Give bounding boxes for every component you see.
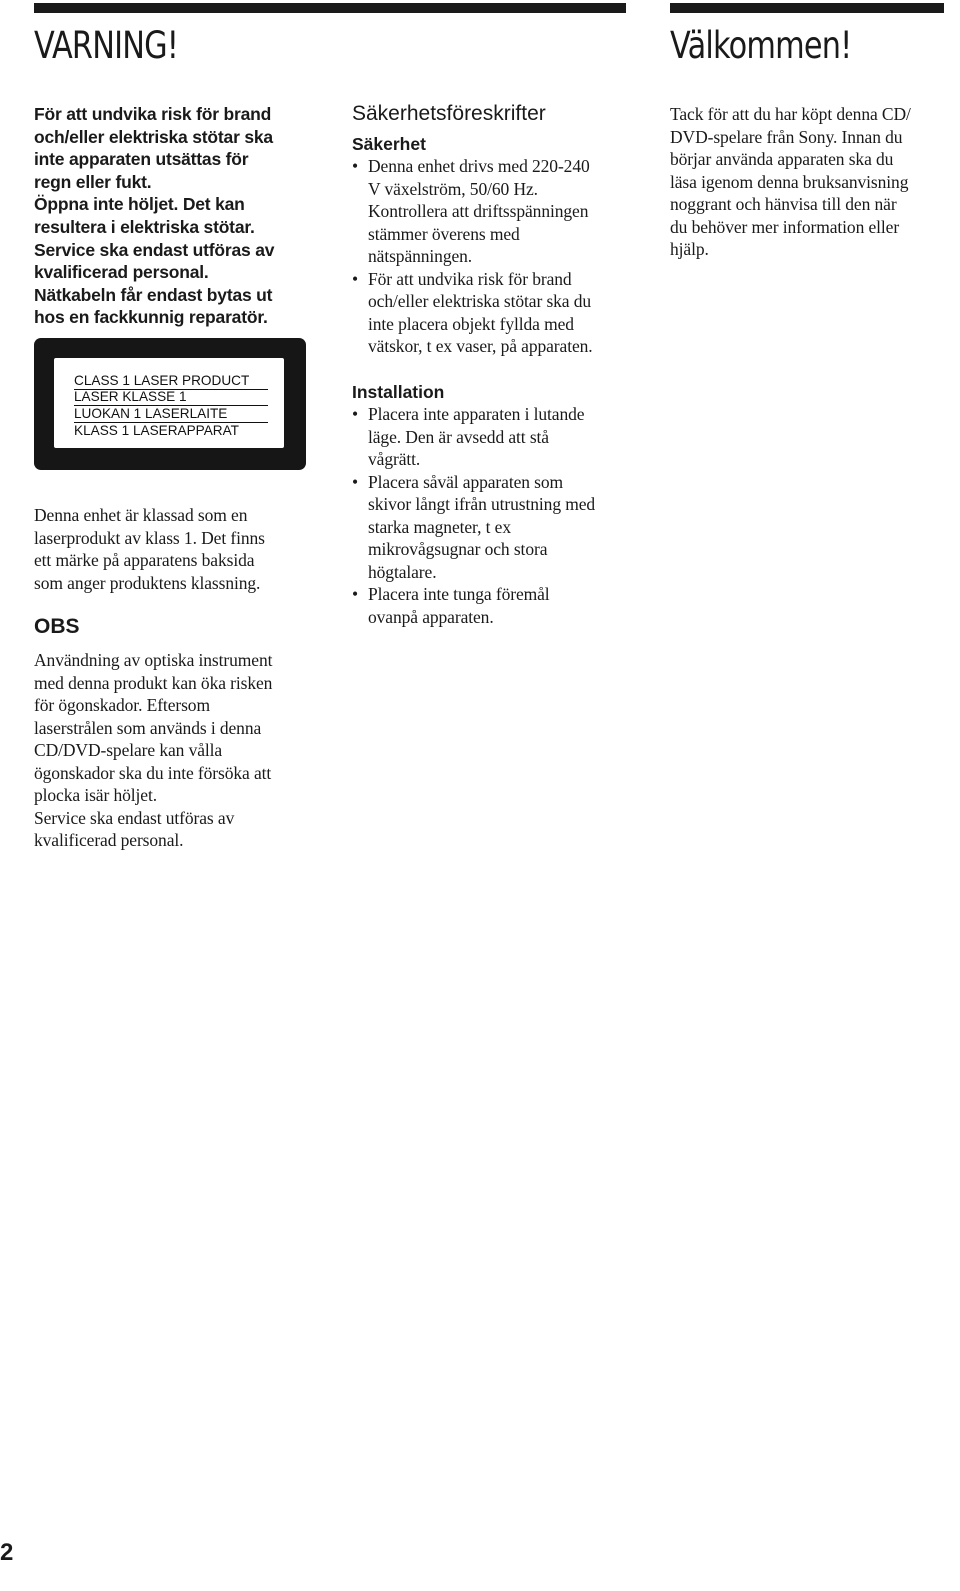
obs-line: ögonskador ska du inte försöka att xyxy=(34,762,272,783)
obs-line: Service ska endast utföras av xyxy=(34,807,235,828)
list-item-line: mikrovågsugnar och stora xyxy=(368,539,548,559)
list-item-line: vågrätt. xyxy=(368,449,421,469)
warning-line: kvalificerad personal. xyxy=(34,262,209,283)
list-item-line: inte placera objekt fyllda med xyxy=(368,313,574,334)
list-item-line: V växelström, 50/60 Hz. xyxy=(368,178,538,199)
warning-line: Nätkabeln får endast bytas ut xyxy=(34,284,273,305)
class-line: ett märke på apparatens baksida xyxy=(34,550,255,570)
class-line: som anger produktens klassning. xyxy=(34,572,261,593)
list-item-line: vätskor, t ex vaser, på apparaten. xyxy=(368,336,593,356)
obs-heading: OBS xyxy=(34,615,80,638)
welcome-line: hjälp. xyxy=(670,239,709,259)
obs-line: plocka isär höljet. xyxy=(34,785,157,805)
list-item-line: • Placera inte tunga föremål xyxy=(368,584,550,604)
welcome-line: du behöver mer information eller xyxy=(670,216,900,237)
list-item xyxy=(352,403,632,471)
list-item xyxy=(352,583,632,628)
warning-block xyxy=(34,103,312,329)
obs-line: laserstrålen som används i denna xyxy=(34,717,262,738)
list-item-line: nätspänningen. xyxy=(368,246,473,266)
page-number: 2 xyxy=(0,1539,13,1566)
list-item-line: • Placera såväl apparaten som xyxy=(368,471,564,492)
list-item-line: stämmer överens med xyxy=(368,223,520,244)
warning-line: regn eller fukt. xyxy=(34,171,152,192)
obs-line: för ögonskador. Eftersom xyxy=(34,695,210,715)
warning-line: Öppna inte höljet. Det kan xyxy=(34,194,245,215)
section-heading-sakerhetsforeskrifter: Säkerhetsföreskrifter xyxy=(352,102,546,125)
header-rule-right xyxy=(670,3,944,13)
list-item-line: starka magneter, t ex xyxy=(368,516,511,537)
laser-class-info xyxy=(34,504,312,594)
safety-section xyxy=(352,101,632,358)
laser-label-line: LASER KLASSE 1 xyxy=(74,389,268,406)
class-line: laserprodukt av klass 1. Det finns xyxy=(34,527,265,548)
obs-section xyxy=(34,614,312,852)
warning-text xyxy=(34,103,312,329)
list-item-line: • För att undvika risk för brand xyxy=(368,268,572,289)
obs-text xyxy=(34,649,312,852)
warning-line: hos en fackkunnig reparatör. xyxy=(34,307,268,328)
list-item xyxy=(352,268,632,358)
class-text xyxy=(34,504,312,594)
laser-label-line: KLASS 1 LASERAPPARAT xyxy=(74,423,239,438)
laser-class-label xyxy=(34,338,306,470)
obs-line: Användning av optiska instrument xyxy=(34,650,273,670)
list-item xyxy=(352,155,632,268)
warning-line: resultera i elektriska stötar. xyxy=(34,216,255,237)
installation-list xyxy=(352,403,632,628)
list-item-line: • Denna enhet drivs med 220-240 xyxy=(368,156,590,176)
welcome-line: DVD-spelare från Sony. Innan du xyxy=(670,126,903,147)
safety-list xyxy=(352,155,632,358)
warning-line: och/eller elektriska stötar ska xyxy=(34,126,273,147)
welcome-section xyxy=(670,103,946,261)
heading-valkommen: Välkommen! xyxy=(670,24,852,67)
welcome-text xyxy=(670,103,946,261)
obs-line: med denna produkt kan öka risken xyxy=(34,672,273,693)
subheading-sakerhet: Säkerhet xyxy=(352,134,426,154)
list-item-line: högtalare. xyxy=(368,561,437,582)
list-item-line: läge. Den är avsedd att stå xyxy=(368,426,549,447)
obs-line: kvalificerad personal. xyxy=(34,830,184,850)
obs-line: CD/DVD-spelare kan vålla xyxy=(34,740,223,760)
list-item-line: • Placera inte apparaten i lutande xyxy=(368,404,585,424)
warning-line: Service ska endast utföras av xyxy=(34,239,275,260)
welcome-line: börjar använda apparaten ska du xyxy=(670,149,894,169)
class-line: Denna enhet är klassad som en xyxy=(34,505,248,525)
laser-label-line: LUOKAN 1 LASERLAITE xyxy=(74,406,268,423)
warning-line: För att undvika risk för brand xyxy=(34,104,272,124)
warning-line: inte apparaten utsättas för xyxy=(34,149,249,170)
heading-varning: VARNING! xyxy=(34,24,179,67)
laser-label-panel xyxy=(54,358,284,448)
welcome-line: noggrant och hänvisa till den när xyxy=(670,194,897,214)
list-item-line: och/eller elektriska stötar ska du xyxy=(368,291,592,311)
list-item xyxy=(352,471,632,584)
welcome-line: Tack för att du har köpt denna CD/ xyxy=(670,104,911,124)
list-item-line: skivor långt ifrån utrustning med xyxy=(368,494,596,514)
subheading-installation: Installation xyxy=(352,382,445,402)
list-item-line: ovanpå apparaten. xyxy=(368,606,494,627)
laser-label-line: CLASS 1 LASER PRODUCT xyxy=(74,373,268,390)
list-item-line: Kontrollera att driftsspänningen xyxy=(368,201,589,221)
header-rule-left xyxy=(34,3,626,13)
installation-section xyxy=(352,381,632,628)
welcome-line: läsa igenom denna bruksanvisning xyxy=(670,171,909,192)
